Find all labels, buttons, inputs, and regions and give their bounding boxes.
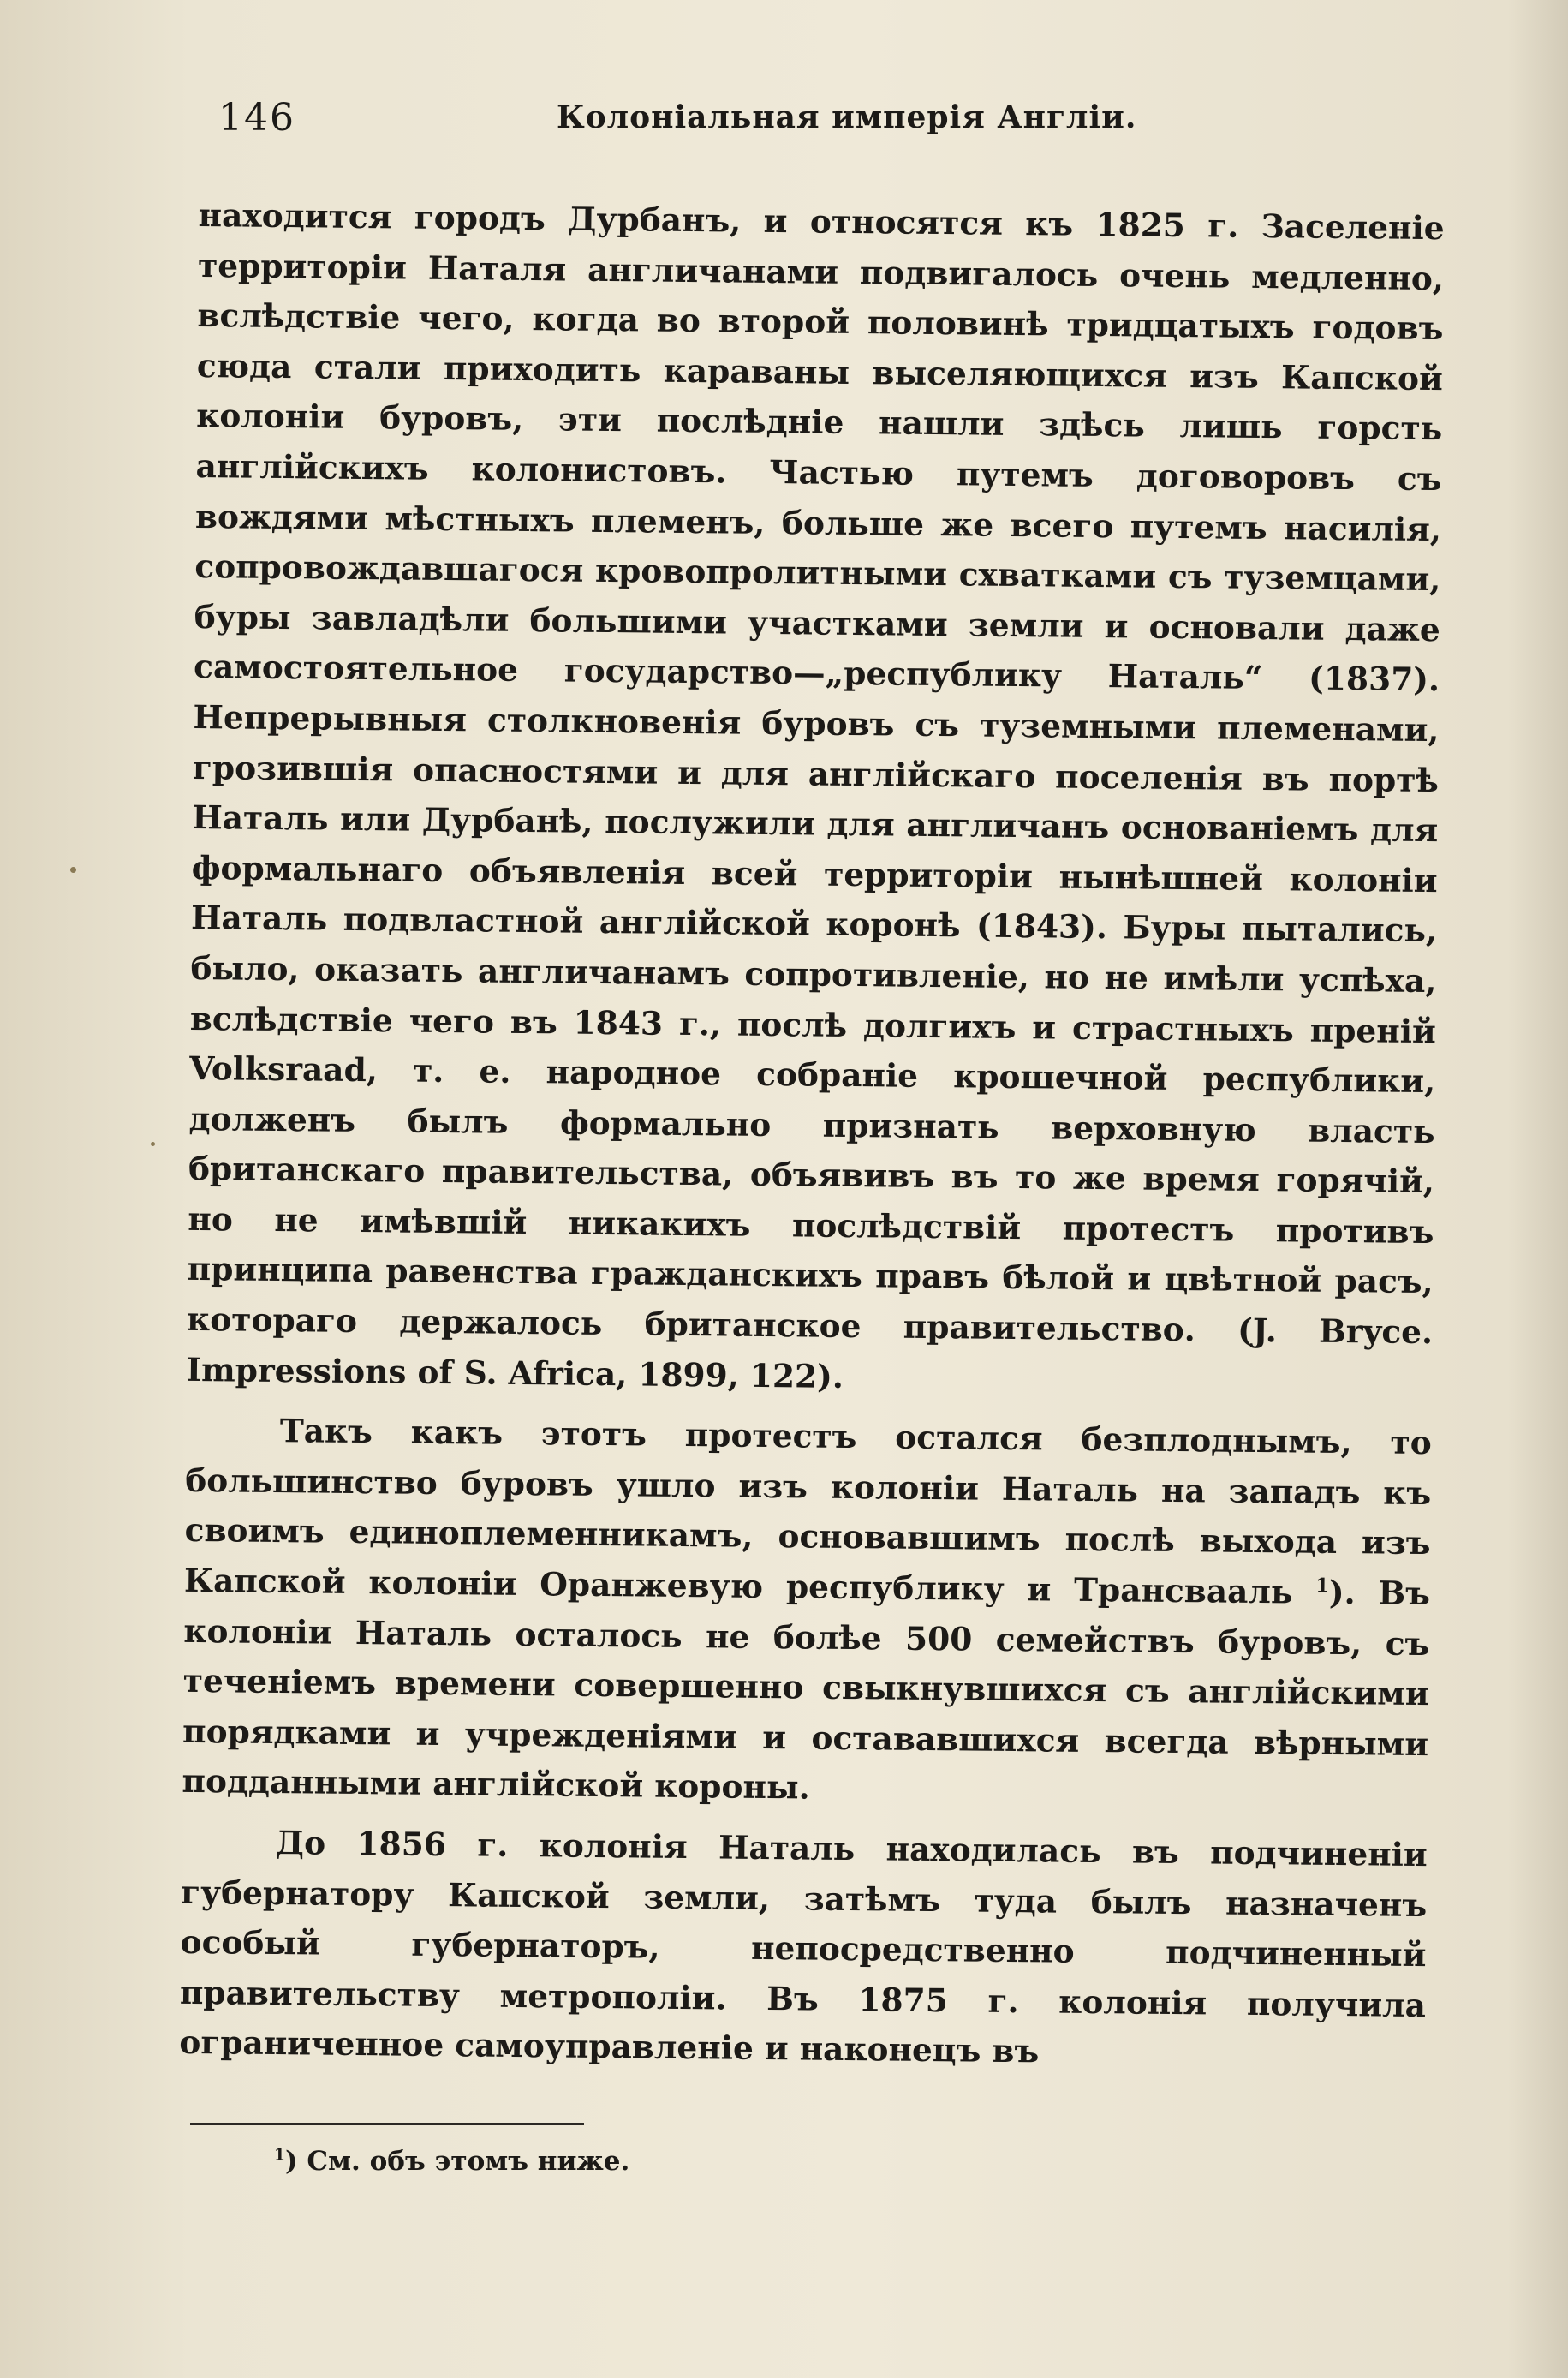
- main-text: [179, 190, 1445, 2081]
- page-edge-shadow: [1508, 0, 1568, 2378]
- paragraph-2-text-b: ). Въ колоніи Наталь осталось не болѣе 500 семействъ буровъ, съ теченіемъ времени совершенно свыкнувшихся съ англійскими порядками и учрежденіями и остававшихся всегда вѣрными подданными англійской короны.: [182, 1573, 1431, 1807]
- footnote-divider: [190, 2123, 584, 2125]
- footnote-reference: 1: [1315, 1574, 1330, 1598]
- paragraph-1: находится городъ Дурбанъ, и относятся къ 1825 г. Заселеніе территоріи Наталя англичанами подвигалось очень медленно, вслѣдствіе чего, когда во второй половинѣ тридцатыхъ годовъ сюда стали приходить караваны выселяющихся изъ Капской колоніи буровъ, эти послѣдніе нашли здѣсь лишь горсть англійскихъ колонистовъ. Частью путемъ договоровъ съ вождями мѣстныхъ племенъ, больше же всего путемъ насилія, сопровождавшагося кровопролитными схватками съ туземцами, буры завладѣли большими участками земли и основали даже самостоятельное государство—„республику Наталь“ (1837). Непрерывныя столкновенія буровъ съ туземными племенами, грозившія опасностями и для англійскаго поселенія въ портѣ Наталь или Дурбанѣ, послужили для англичанъ основаніемъ для формальнаго объявленія всей территоріи нынѣшней колоніи Наталь подвластной англійской коронѣ (1843). Буры пытались, было, оказать англичанамъ сопротивленіе, но не имѣли успѣха, вслѣдствіе чего въ 1843 г., послѣ долгихъ и страстныхъ преній Volksraad, т. е. народное собраніе крошечной республики, долженъ былъ формально признать верховную власть британскаго правительства, объявивъ въ то же время горячій, но не имѣвшій никакихъ послѣдствій протестъ противъ принципа равенства гражданскихъ правъ бѣлой и цвѣтной расъ, котораго держалось британское правительство. (J. Bryce. Impressions of S. Africa, 1899, 122).: [186, 195, 1445, 1395]
- paragraph-2-text-a: Такъ какъ этотъ протестъ остался безплоднымъ, то большинство буровъ ушло изъ колоніи Наталь на западъ къ своимъ единоплеменникамъ, основавшимъ послѣ выхода изъ Капской колоніи Оранжевую республику и Трансвааль: [183, 1412, 1432, 1611]
- paper-speck: [70, 867, 76, 873]
- running-head: Колоніальная имперія Англіи.: [557, 99, 1137, 135]
- page-header: [218, 96, 1434, 147]
- paragraph-3: До 1856 г. колонія Наталь находилась въ подчиненіи губернатору Капской земли, затѣмъ туда былъ назначенъ особый губернаторъ, непосредственно подчиненный правительству метрополіи. Въ 1875 г. колонія получила ограниченное самоуправленіе и наконецъ въ: [179, 1824, 1428, 2070]
- paper-speck: [151, 1142, 155, 1146]
- footnote: [274, 2146, 629, 2177]
- footnote-marker: 1: [274, 2146, 285, 2165]
- footnote-text: ) См. объ этомъ ниже.: [284, 2146, 630, 2177]
- page-number: 146: [218, 96, 295, 140]
- paragraph-2: [182, 1405, 1432, 1819]
